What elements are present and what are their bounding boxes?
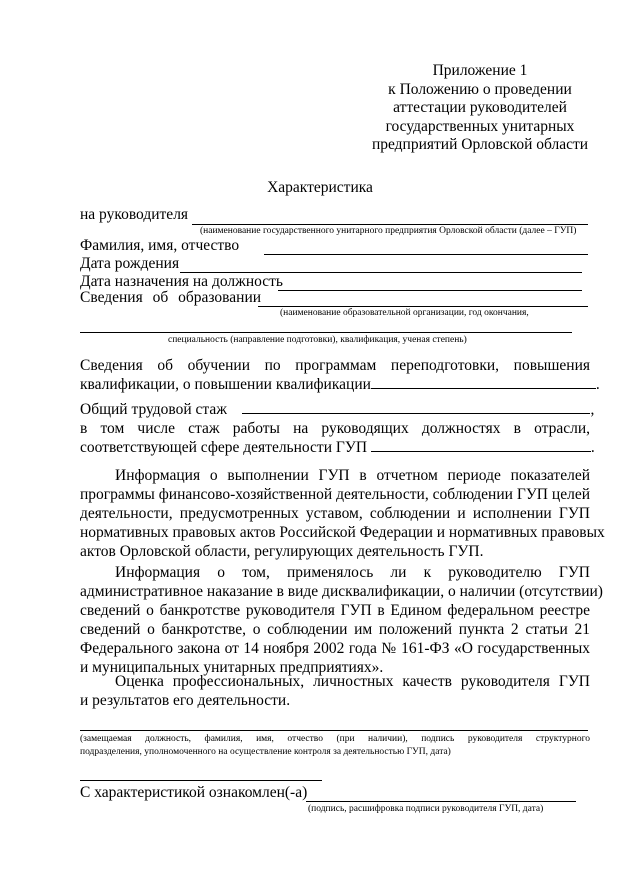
training-blank-line xyxy=(371,375,596,389)
training-line xyxy=(80,375,600,394)
experience-paragraph xyxy=(80,400,595,457)
birth-label: Дата рождения xyxy=(80,255,180,272)
paragraph-line: деятельности, предусмотренных уставом, соблюдении и исполнении ГУП xyxy=(80,505,590,522)
experience-line-end: , xyxy=(590,401,595,418)
paragraph-line: Информация о том, применялось ли к руководителю ГУП xyxy=(115,564,590,581)
signature-caption xyxy=(80,733,590,759)
paragraph-line: Оценка профессиональных, личностных качеств руководителя ГУП xyxy=(115,673,590,690)
paragraph-line: Информация о выполнении ГУП в отчетном периоде показателей xyxy=(115,467,590,484)
training-paragraph xyxy=(80,356,600,394)
paragraph-line: административное наказание в виде дисквалификации, о наличии (отсутствии) xyxy=(80,583,603,600)
experience-line-end: . xyxy=(590,439,595,456)
training-line: Сведения об обучении по программам переподготовки, повышения xyxy=(80,357,590,374)
experience-total-blank xyxy=(242,400,590,414)
experience-sector-blank xyxy=(371,438,591,452)
experience-line: в том числе стаж работы на руководящих должностях в отрасли, xyxy=(80,420,590,437)
signature-blank-line xyxy=(80,730,588,731)
manager-label: на руководителя xyxy=(80,206,189,223)
paragraph-line: сведений о банкротстве руководителя ГУП в Едином федеральном реестре xyxy=(80,602,590,619)
signature-caption-line: (замещаемая должность, фамилия, имя, отчество (при наличии), подпись руководителя структурного xyxy=(80,734,590,744)
experience-sector-label: соответствующей сфере деятельности ГУП xyxy=(80,439,368,456)
education-caption-2: специальность (направление подготовки), квалификация, ученая степень) xyxy=(168,335,467,345)
experience-total-label: Общий трудовой стаж xyxy=(80,401,227,418)
education-blank-line-2 xyxy=(80,332,572,333)
education-caption: (наименование образовательной организации, год окончания, xyxy=(280,308,529,318)
manager-blank-line xyxy=(192,224,588,225)
appendix-line: Приложение 1 xyxy=(432,62,528,79)
training-line-end: . xyxy=(595,376,600,393)
acknowledged-caption: (подпись, расшифровка подписи руководителя ГУП, дата) xyxy=(308,804,544,814)
appendix-header xyxy=(360,62,600,155)
appendix-line: государственных унитарных xyxy=(385,117,575,135)
signature-caption-line: подразделения, уполномоченного на осуществление контроля за деятельностью ГУП, дата) xyxy=(80,747,451,757)
appointment-blank-line xyxy=(278,290,582,291)
paragraph-line: и муниципальных унитарных предприятиях». xyxy=(80,659,384,676)
document-title: Характеристика xyxy=(267,179,373,196)
manager-caption: (наименование государственного унитарного предприятия Орловской области (далее – ГУП) xyxy=(200,226,577,236)
acknowledge-top-line xyxy=(80,780,322,781)
appointment-label: Дата назначения на должность xyxy=(80,273,283,290)
education-label: Сведения об образовании xyxy=(80,289,262,306)
paragraph-line: программы финансово-хозяйственной деятельности, соблюдении ГУП целей xyxy=(80,486,590,503)
education-blank-line xyxy=(258,306,588,307)
training-line-text: квалификации, о повышении квалификации xyxy=(80,376,371,393)
paragraph-line: сведений о банкротстве, о соблюдении им положений пункта 2 статьи 21 xyxy=(80,621,590,638)
acknowledged-label: С характеристикой ознакомлен(-а) xyxy=(80,784,308,801)
appendix-line: предприятий Орловской области xyxy=(371,136,589,153)
experience-line xyxy=(80,438,595,457)
paragraph-line: актов Орловской области, регулирующих деятельность ГУП. xyxy=(80,543,484,560)
appendix-line: к Положению о проведении xyxy=(388,80,572,98)
paragraph-line: Федерального закона от 14 ноября 2002 года № 161-ФЗ «О государственных xyxy=(80,640,590,657)
assessment-paragraph xyxy=(80,672,590,710)
paragraph-line: нормативных правовых актов Российской Федерации и нормативных правовых xyxy=(80,524,605,541)
acknowledged-blank-line xyxy=(306,801,576,802)
name-blank-line xyxy=(264,254,588,255)
penalty-paragraph xyxy=(80,563,603,677)
performance-paragraph xyxy=(80,466,605,561)
appendix-line: аттестации руководителей xyxy=(393,99,567,116)
name-label: Фамилия, имя, отчество xyxy=(80,237,240,254)
experience-line xyxy=(80,400,595,419)
paragraph-line: и результатов его деятельности. xyxy=(80,692,291,709)
